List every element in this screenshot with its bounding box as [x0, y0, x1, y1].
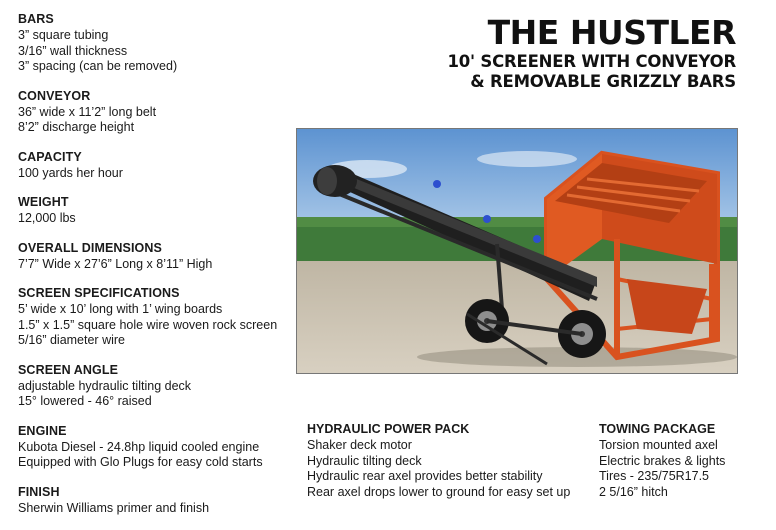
- spec-line: 7’7” Wide x 27’6” Long x 8’11” High: [18, 256, 213, 271]
- spec-weight: [18, 195, 298, 227]
- spec-line: adjustable hydraulic tilting deck: [18, 378, 192, 393]
- spec-line: 8’2” discharge height: [18, 120, 135, 134]
- head-pulley-face: [317, 167, 337, 195]
- spec-heading: ENGINE: [18, 423, 67, 438]
- spec-heading: BARS: [18, 12, 54, 26]
- spec-finish: [18, 485, 298, 517]
- spec-heading: CONVEYOR: [18, 88, 91, 103]
- spec-line: Kubota Diesel - 24.8hp liquid cooled engine: [18, 439, 260, 454]
- section-line: Torsion mounted axel: [599, 438, 718, 452]
- spec-bars: [18, 12, 298, 75]
- section-heading: HYDRAULIC POWER PACK: [307, 422, 470, 436]
- spec-line: 5’ wide x 10’ long with 1’ wing boards: [18, 302, 223, 316]
- section-heading: TOWING PACKAGE: [599, 422, 716, 436]
- spec-heading: SCREEN SPECIFICATIONS: [18, 286, 180, 300]
- spec-heading: CAPACITY: [18, 149, 82, 164]
- hydraulic-fitting: [433, 180, 441, 188]
- spec-heading: WEIGHT: [18, 195, 69, 209]
- title-block: [447, 14, 736, 92]
- spec-line: Equipped with Glo Plugs for easy cold starts: [18, 455, 263, 469]
- spec-line: 15° lowered - 46° raised: [18, 394, 152, 408]
- section-line: 2 5/16” hitch: [599, 484, 668, 499]
- spec-conveyor: [18, 89, 298, 136]
- hydraulic-power-pack: [307, 422, 570, 500]
- spec-screen-angle: [18, 363, 298, 410]
- screener-illustration: [297, 129, 737, 373]
- spec-heading: SCREEN ANGLE: [18, 362, 119, 377]
- towing-package: [599, 422, 725, 500]
- hydraulic-fitting: [483, 215, 491, 223]
- spec-overall-dimensions: [18, 241, 298, 273]
- spec-line: 3/16” wall thickness: [18, 43, 128, 58]
- section-line: Tires - 235/75R17.5: [599, 469, 710, 483]
- spec-line: Sherwin Williams primer and finish: [18, 500, 210, 515]
- product-title: THE HUSTLER: [487, 13, 736, 52]
- section-line: Hydraulic rear axel provides better stability: [307, 469, 543, 483]
- section-line: Hydraulic tilting deck: [307, 453, 422, 468]
- spec-line: 1.5” x 1.5” square hole wire woven rock screen: [18, 317, 278, 332]
- spec-screen-specifications: [18, 286, 298, 349]
- product-subtitle-line-1: 10' SCREENER WITH CONVEYOR: [447, 52, 736, 71]
- spec-line: 3” square tubing: [18, 28, 109, 42]
- spec-capacity: [18, 150, 298, 182]
- section-line: Rear axel drops lower to ground for easy set up: [307, 484, 571, 499]
- spec-engine: [18, 424, 298, 471]
- spec-heading: FINISH: [18, 484, 60, 499]
- spec-line: 100 yards her hour: [18, 165, 123, 180]
- cloud: [477, 151, 577, 167]
- section-line: Shaker deck motor: [307, 438, 412, 452]
- section-line: Electric brakes & lights: [599, 453, 726, 468]
- specifications-column: [18, 12, 298, 530]
- product-subtitle-line-2: & REMOVABLE GRIZZLY BARS: [470, 72, 736, 91]
- hydraulic-fitting: [533, 235, 541, 243]
- spec-heading: OVERALL DIMENSIONS: [18, 240, 162, 255]
- spec-line: 5/16” diameter wire: [18, 333, 125, 347]
- spec-line: 36” wide x 11’2” long belt: [18, 104, 157, 119]
- spec-line: 12,000 lbs: [18, 211, 76, 225]
- product-photo: [296, 128, 738, 374]
- spec-line: 3” spacing (can be removed): [18, 59, 178, 73]
